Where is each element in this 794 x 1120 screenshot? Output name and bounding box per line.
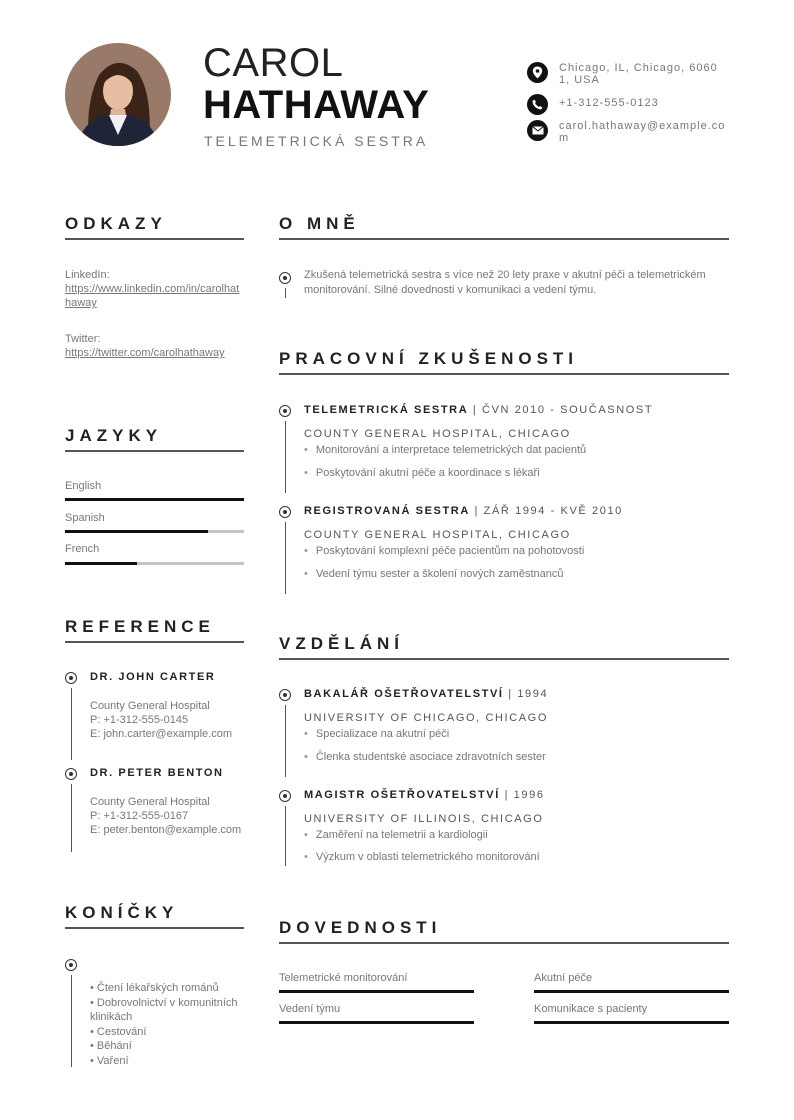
language-fill-english [65,498,244,501]
timeline-line [71,688,72,760]
experience-divider [279,373,729,375]
skill-bar [279,1021,474,1024]
job-heading: REGISTROVANÁ SESTRA | ZÁŘ 1994 - KVĚ 2010 [304,505,623,517]
education-divider [279,658,729,660]
language-fill-spanish [65,530,208,533]
phone-text[interactable]: +1-312-555-0123 [559,97,659,109]
hobby-item: • Čtení lékařských románů [90,982,219,994]
reference-name: DR. JOHN CARTER [90,671,216,683]
last-name: HATHAWAY [203,83,430,127]
references-divider [65,641,244,643]
language-bar-french [65,562,244,565]
experience-heading: PRACOVNÍ ZKUŠENOSTI [279,349,579,368]
reference-phone: P: +1-312-555-0145 [90,714,189,726]
skill-bar [534,1021,729,1024]
linkedin-label: LinkedIn: [65,269,110,281]
reference-details [90,795,246,837]
education-school: UNIVERSITY OF CHICAGO, CHICAGO [304,712,548,724]
twitter-block [65,332,244,360]
twitter-link[interactable]: https://twitter.com/carolhathaway [65,347,225,359]
reference-org: County General Hospital [90,700,210,712]
language-fill-french [65,562,137,565]
languages-heading: JAZYKY [65,426,163,445]
address-text: Chicago, IL, Chicago, 60601, USA [559,62,718,86]
education-heading-item: BAKALÁŘ OŠETŘOVATELSTVÍ | 1994 [304,688,549,700]
education-school: UNIVERSITY OF ILLINOIS, CHICAGO [304,813,544,825]
skill-bar [279,990,474,993]
timeline-line [71,975,72,1067]
hobbies-list [90,981,245,1069]
job-employer: COUNTY GENERAL HOSPITAL, CHICAGO [304,529,571,541]
contact-phone [527,94,727,115]
linkedin-block [65,268,244,310]
hobby-item: • Dobrovolnictví v komunitních klinikách [90,996,238,1024]
education-bullet: • Výzkum v oblasti telemetrického monitorování [304,851,540,863]
education-bullet: • Zaměření na telemetrii a kardiologii [304,829,488,841]
twitter-label: Twitter: [65,333,101,345]
contact-email [527,120,727,144]
links-divider [65,238,244,240]
language-english: English [65,480,102,492]
email-text[interactable]: carol.hathaway@example.com [559,120,726,144]
reference-email[interactable]: E: john.carter@example.com [90,728,233,740]
timeline-line [285,421,286,493]
timeline-line [285,522,286,594]
hobbies-heading: KONÍČKY [65,903,179,922]
timeline-dot [279,272,291,284]
education-bullet: • Specializace na akutní péči [304,728,449,740]
contact-address [527,62,727,86]
linkedin-link[interactable]: https://www.linkedin.com/in/carolhathaway [65,283,240,309]
language-bar-english [65,498,244,501]
about-heading: O MNĚ [279,214,360,233]
job-bullet: • Poskytování akutní péče a koordinace s lékaři [304,467,540,479]
job-employer: COUNTY GENERAL HOSPITAL, CHICAGO [304,428,571,440]
timeline-line [285,705,286,777]
profile-photo [65,43,171,146]
phone-icon [527,94,548,115]
about-text: Zkušená telemetrická sestra s více než 20 lety praxe v akutní péči a telemetrickém monitorování. Silné dovednosti v komunikaci a vedení týmu. [304,269,706,296]
timeline-dot [279,405,291,417]
hobby-item: • Běhání [90,1040,132,1053]
job-heading: TELEMETRICKÁ SESTRA | ČVN 2010 - SOUČASNOST [304,404,654,416]
languages-divider [65,450,244,452]
timeline-line [71,784,72,852]
location-icon [527,62,548,83]
references-heading: REFERENCE [65,617,215,636]
reference-phone: P: +1-312-555-0167 [90,810,189,822]
job-bullet: • Monitorování a interpretace telemetrických dat pacientů [304,444,586,456]
timeline-dot [65,959,77,971]
timeline-dot [279,790,291,802]
reference-email[interactable]: E: peter.benton@example.com [90,824,242,836]
language-bar-spanish [65,530,244,533]
timeline-line [285,288,286,298]
education-heading-item: MAGISTR OŠETŘOVATELSTVÍ | 1996 [304,789,545,801]
skills-heading: DOVEDNOSTI [279,918,442,937]
skill-label: Akutní péče [534,972,593,984]
skill-label: Komunikace s pacienty [534,1003,648,1015]
skill-bar [534,990,729,993]
skill-label: Telemetrické monitorování [279,972,408,984]
reference-org: County General Hospital [90,796,210,808]
job-title: TELEMETRICKÁ SESTRA [204,133,429,149]
language-spanish: Spanish [65,512,105,524]
reference-name: DR. PETER BENTON [90,767,224,779]
hobby-item: • Cestování [90,1025,147,1038]
job-bullet: • Vedení týmu sester a školení nových zaměstnanců [304,568,564,580]
mail-icon [527,120,548,141]
skill-label: Vedení týmu [279,1003,341,1015]
language-french: French [65,543,100,555]
job-bullet: • Poskytování komplexní péče pacientům na pohotovosti [304,545,584,557]
links-heading: ODKAZY [65,214,167,233]
timeline-dot [65,672,77,684]
skills-divider [279,942,729,944]
hobbies-divider [65,927,244,929]
hobby-item: • Vaření [90,1054,129,1067]
education-bullet: • Členka studentské asociace zdravotních sester [304,751,546,763]
reference-details [90,699,246,741]
timeline-dot [65,768,77,780]
timeline-line [285,806,286,866]
timeline-dot [279,506,291,518]
timeline-dot [279,689,291,701]
education-heading: VZDĚLÁNÍ [279,634,404,653]
first-name: CAROL [203,41,344,85]
about-divider [279,238,729,240]
